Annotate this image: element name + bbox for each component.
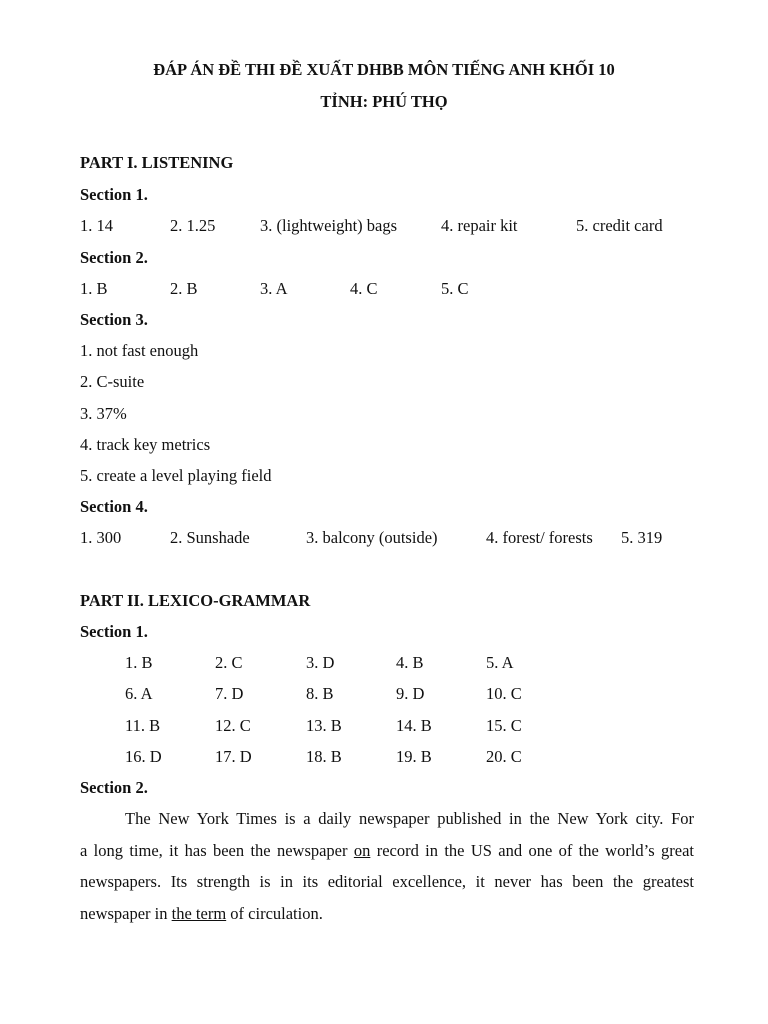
answer-item: 1. B (80, 279, 108, 298)
grid-cell: 15. C (486, 716, 522, 735)
passage-line (80, 841, 694, 863)
answer-item: 1. not fast enough (80, 341, 199, 360)
part-2-section-1-label: Section 1. (80, 622, 148, 641)
grid-cell: 12. C (215, 716, 251, 735)
part-1-section-1-label: Section 1. (80, 185, 148, 204)
grid-cell: 18. B (306, 747, 342, 766)
answer-item: 1. 300 (80, 528, 122, 547)
underlined-phrase: the term (171, 904, 227, 923)
answer-key-title: ĐÁP ÁN ĐỀ THI ĐỀ XUẤT DHBB MÔN TIẾNG ANH KHỐI 10 (153, 60, 615, 79)
grid-cell: 11. B (125, 716, 161, 735)
answer-item: 2. B (170, 279, 198, 298)
part-1-section-2-label: Section 2. (80, 248, 148, 267)
answer-item: 5. create a level playing field (80, 466, 272, 485)
grid-cell: 19. B (396, 747, 432, 766)
grid-cell: 16. D (125, 747, 162, 766)
answer-item: 1. 14 (80, 216, 113, 235)
answer-item: 5. 319 (621, 528, 663, 547)
answer-item: 2. C-suite (80, 372, 145, 391)
part-1-section-4-label: Section 4. (80, 497, 148, 516)
answer-item: 3. (lightweight) bags (260, 216, 398, 235)
passage-text: a long time, it has been the newspaper (80, 841, 354, 860)
grid-cell: 20. C (486, 747, 522, 766)
answer-item: 3. 37% (80, 404, 127, 423)
underlined-word: on (353, 841, 371, 860)
passage-text: newspaper in (80, 904, 172, 923)
grid-cell: 9. D (396, 684, 425, 703)
grid-cell: 10. C (486, 684, 522, 703)
answer-item: 4. C (350, 279, 378, 298)
answer-item: 3. balcony (outside) (306, 528, 438, 547)
passage-text: record in the US and one of the world’s great (370, 841, 694, 860)
answer-item: 3. A (260, 279, 288, 298)
answer-item: 2. Sunshade (170, 528, 250, 547)
passage-line: The New York Times is a daily newspaper published in the New York city. For (125, 809, 694, 828)
grid-cell: 17. D (215, 747, 252, 766)
grid-cell: 8. B (306, 684, 334, 703)
passage-line: newspapers. Its strength is in its editorial excellence, it never has been the greatest (80, 872, 694, 891)
grid-cell: 5. A (486, 653, 514, 672)
grid-cell: 2. C (215, 653, 243, 672)
grid-cell: 6. A (125, 684, 153, 703)
grid-cell: 4. B (396, 653, 424, 672)
part-2-section-2-label: Section 2. (80, 778, 148, 797)
part-2-heading: PART II. LEXICO-GRAMMAR (80, 591, 311, 610)
part-1-heading: PART I. LISTENING (80, 153, 234, 172)
answer-item: 2. 1.25 (170, 216, 216, 235)
grid-cell: 13. B (306, 716, 342, 735)
answer-item: 4. track key metrics (80, 435, 211, 454)
grid-cell: 7. D (215, 684, 244, 703)
province-title: TỈNH: PHÚ THỌ (320, 92, 448, 111)
answer-item: 5. credit card (576, 216, 663, 235)
part-1-section-3-label: Section 3. (80, 310, 148, 329)
passage-line (80, 904, 694, 924)
grid-cell: 3. D (306, 653, 335, 672)
answer-item: 4. forest/ forests (486, 528, 593, 547)
grid-cell: 14. B (396, 716, 432, 735)
passage-text: of circulation. (226, 904, 323, 923)
answer-item: 5. C (441, 279, 469, 298)
grid-cell: 1. B (125, 653, 153, 672)
answer-item: 4. repair kit (441, 216, 518, 235)
